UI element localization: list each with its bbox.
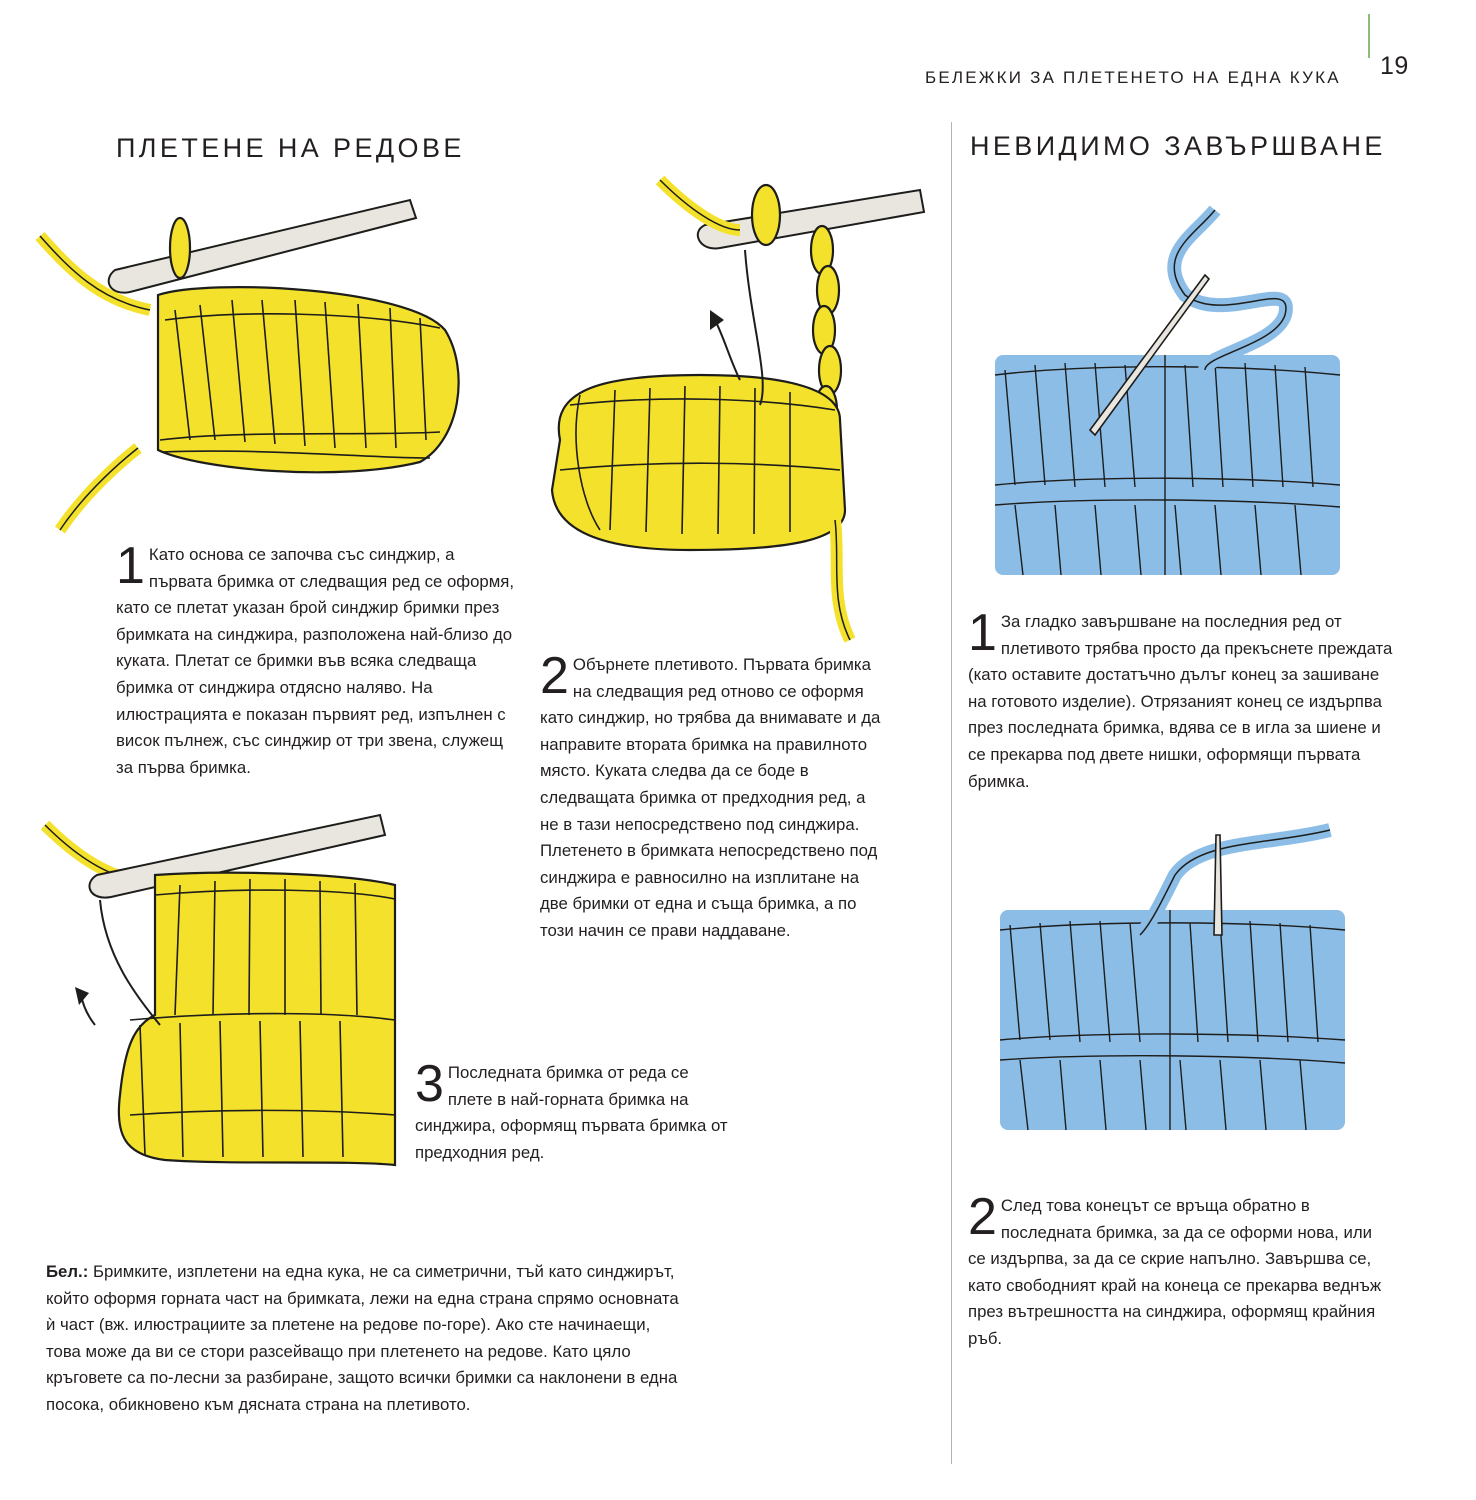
page-accent-rule (1368, 14, 1370, 58)
section-title-finish: НЕВИДИМО ЗАВЪРШВАНЕ (970, 131, 1386, 161)
section-title-rows: ПЛЕТЕНЕ НА РЕДОВЕ (116, 133, 465, 163)
page-number: 19 (1380, 52, 1409, 80)
column-divider (951, 122, 952, 1464)
footnote-text: Бримките, изплетени на една кука, не са симетрични, тъй като синджирът, който оформя горната част на бримката, лежи на една страна спрямо основната ѝ част (вж. илюстрациите за плетене на редове по-горе). Ако сте начинаещи, това може да ви се стори разсейващо при плетенето на редове. Като цяло кръговете са по-лесни за разбиране, защото всички бримки са наклонени в една посока, обикновено към дясната страна на плетивото. (46, 1262, 679, 1414)
step-number: 2 (540, 647, 569, 705)
step-number: 1 (968, 604, 997, 662)
step-number: 2 (968, 1188, 997, 1246)
illustration-rows-step1 (40, 200, 460, 540)
rows-step-2 (540, 647, 885, 945)
footnote-label: Бел.: (46, 1262, 89, 1281)
step-text: Обърнете плетивото. Първата бримка на следващия ред отново се оформя като синджир, но трябва да внимавате и да направите втората бримка на правилното място. Куката следва да се боде в следващата бримка от предходния ред, а не в тази непосредствено под синджира. Плетенето в бримката непосредствено под синджира е равносилно на изплитане на две бримки от една и съща бримка, а по този начин се прави наддаване. (540, 655, 881, 940)
step-number: 1 (116, 537, 145, 595)
illustration-rows-step3 (45, 815, 405, 1175)
finish-step-2 (968, 1188, 1393, 1353)
illustration-finish-step1 (995, 205, 1345, 585)
rows-step-3 (415, 1055, 735, 1166)
running-header: БЕЛЕЖКИ ЗА ПЛЕТЕНЕТО НА ЕДНА КУКА (925, 68, 1341, 87)
step-text: Последната бримка от реда се плете в най-горната бримка на синджира, оформящ първата бримка от предходния ред. (415, 1063, 728, 1162)
finish-step-1 (968, 604, 1398, 795)
footnote (46, 1259, 686, 1419)
step-text: След това конецът се връща обратно в последната бримка, за да се оформи нова, или се издърпва, за да се скрие напълно. Завършва се, като свободният край на конеца се прекарва веднъж през вътрешността на синджира, оформящ крайния ръб. (968, 1196, 1382, 1348)
illustration-rows-step2 (540, 170, 930, 650)
rows-step-1 (116, 537, 516, 781)
step-text: За гладко завършване на последния ред от плетивото трябва просто да прекъснете преждата (като оставите достатъчно дълъг конец за зашиване на готовото изделие). Отрязаният конец се издърпва през последната бримка, вдява се в игла за шиене и се прекарва под двете нишки, оформящи първата бримка. (968, 612, 1393, 791)
illustration-finish-step2 (1000, 825, 1350, 1135)
step-text: Като основа се започва със синджир, а първата бримка от следващия ред се оформя, като се плетат указан брой синджир бримки през бримката на синджира, разположена най-близо до куката. Плетат се бримки във всяка следваща бримка от синджира отдясно наляво. На илюстрацията е показан първият ред, изпълнен с висок пълнеж, със синджир от три звена, служещ за първа бримка. (116, 545, 515, 777)
step-number: 3 (415, 1055, 444, 1113)
